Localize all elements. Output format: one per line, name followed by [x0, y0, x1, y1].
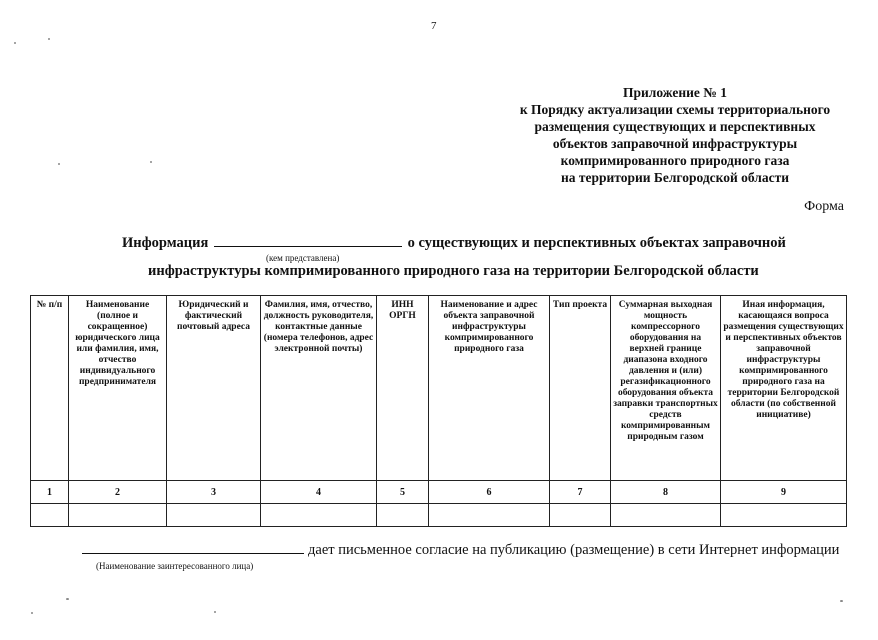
header-cell: ИНН ОРГН [377, 296, 429, 481]
scan-speck [58, 163, 60, 165]
column-number: 1 [31, 481, 69, 504]
appendix-heading [470, 84, 878, 186]
form-label: Форма [804, 199, 844, 214]
scan-speck [840, 600, 843, 602]
empty-cell [31, 504, 69, 527]
header-cell: № п/п [31, 296, 69, 481]
info-title-line2: инфраструктуры компримированного природного газа на территории Белгородской области [148, 263, 759, 279]
appendix-line: компримированного природного газа [560, 153, 790, 168]
interested-party-blank [82, 541, 304, 554]
column-number: 2 [69, 481, 167, 504]
table-header-row [31, 296, 847, 481]
empty-cell [261, 504, 377, 527]
column-number: 5 [377, 481, 429, 504]
submitter-caption: (кем представлена) [266, 253, 340, 263]
table-number-row [31, 481, 847, 504]
column-number: 7 [550, 481, 611, 504]
consent-text: дает письменное согласие на публикацию (размещение) в сети Интернет информации [308, 542, 840, 558]
scan-speck [31, 612, 33, 614]
appendix-line: Приложение № 1 [623, 85, 727, 100]
column-number: 4 [261, 481, 377, 504]
appendix-line: к Порядку актуализации схемы территориального [519, 102, 831, 117]
header-cell: Фамилия, имя, отчество, должность руководителя, контактные данные (номера телефонов, адрес электронной почты) [261, 296, 377, 481]
appendix-line: размещения существующих и перспективных [534, 119, 816, 134]
column-number: 6 [429, 481, 550, 504]
empty-cell [167, 504, 261, 527]
empty-cell [611, 504, 721, 527]
column-number: 9 [721, 481, 847, 504]
column-number: 8 [611, 481, 721, 504]
table-empty-row [31, 504, 847, 527]
header-cell: Суммарная выходная мощность компрессорного оборудования на верхней границе диапазона входного давления и (или) регазификационного оборудования объекта заправки транспортных средств компримированным природным газом [611, 296, 721, 481]
empty-cell [429, 504, 550, 527]
column-number: 3 [167, 481, 261, 504]
info-title-line1 [122, 234, 786, 252]
info-table [30, 295, 847, 527]
empty-cell [550, 504, 611, 527]
interested-party-caption: (Наименование заинтересованного лица) [96, 561, 254, 571]
appendix-line: на территории Белгородской области [560, 170, 790, 185]
page-number: 7 [431, 20, 437, 32]
info-prefix: Информация [122, 235, 209, 251]
scan-speck [48, 38, 50, 40]
appendix-line: объектов заправочной инфраструктуры [552, 136, 798, 151]
header-cell: Иная информация, касающаяся вопроса размещения существующих и перспективных объектов заправочной инфраструктуры компримированного природного газа на территории Белгородской области (по собственной инициативе) [721, 296, 847, 481]
submitter-blank [214, 234, 402, 247]
scan-speck [150, 161, 152, 163]
scan-speck [214, 611, 216, 613]
scan-speck [14, 42, 16, 44]
empty-cell [721, 504, 847, 527]
info-suffix: о существующих и перспективных объектах заправочной [407, 235, 786, 251]
empty-cell [377, 504, 429, 527]
empty-cell [69, 504, 167, 527]
consent-line [82, 541, 839, 559]
header-cell: Тип проекта [550, 296, 611, 481]
scan-speck [66, 598, 69, 600]
header-cell: Наименование и адрес объекта заправочной инфраструктуры компримированного природного газа [429, 296, 550, 481]
header-cell: Наименование (полное и сокращенное) юридического лица или фамилия, имя, отчество индивидуального предпринимателя [69, 296, 167, 481]
header-cell: Юридический и фактический почтовый адреса [167, 296, 261, 481]
